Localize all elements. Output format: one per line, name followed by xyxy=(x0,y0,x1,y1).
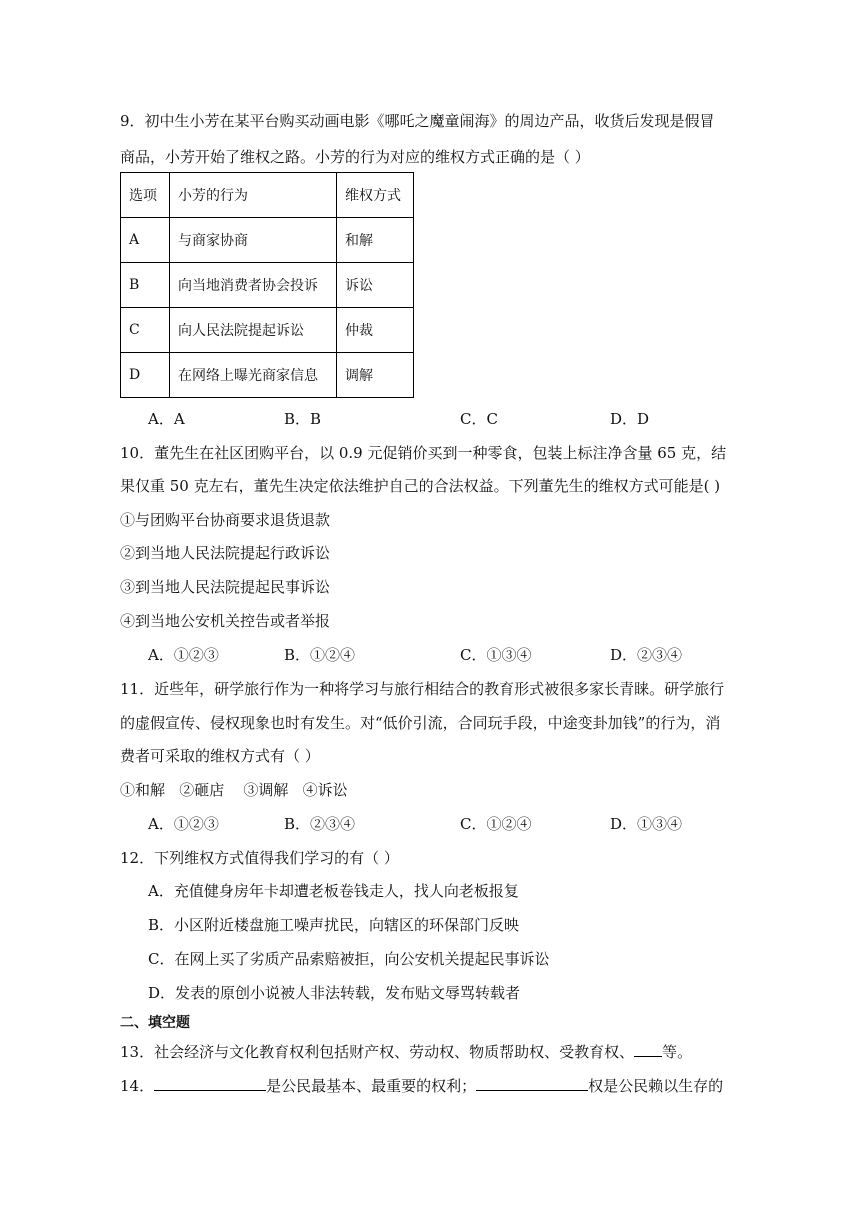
q11-line3: 费者可采取的维权方式有（ ） xyxy=(120,747,320,765)
q11-options xyxy=(148,814,682,834)
q14-number: 14． xyxy=(120,1077,155,1095)
q14-text-end: 权是公民赖以生存的 xyxy=(588,1077,724,1095)
q11-items: ①和解 ②砸店 ③调解 ④诉讼 xyxy=(120,781,348,799)
q14-line xyxy=(120,1075,723,1096)
q9-line1: 9．初中生小芳在某平台购买动画电影《哪吒之魔童闹海》的周边产品，收货后发现是假冒 xyxy=(120,112,715,130)
answer-blank[interactable] xyxy=(476,1075,588,1091)
q13-text: 13．社会经济与文化教育权利包括财产权、劳动权、物质帮助权、受教育权、 xyxy=(120,1043,635,1061)
q12-choice-b[interactable]: B．小区附近楼盘施工噪声扰民，向辖区的环保部门反映 xyxy=(148,916,520,934)
table-cell: D xyxy=(121,353,170,398)
q10-line1: 10．董先生在社区团购平台，以 0.9 元促销价买到一种零食，包装上标注净含量 65 克，结 xyxy=(120,444,727,462)
q10-item: ②到当地人民法院提起行政诉讼 xyxy=(120,544,331,562)
option-c[interactable]: C．C xyxy=(460,410,498,428)
option-b[interactable]: B．①②④ xyxy=(284,646,356,664)
option-b[interactable]: B．B xyxy=(284,410,322,428)
q11-line2: 的虚假宣传、侵权现象也时有发生。对“低价引流，合同玩手段，中途变卦加钱”的行为，消 xyxy=(120,714,721,732)
option-a[interactable]: A．①②③ xyxy=(148,815,219,833)
section-title: 二、填空题 xyxy=(120,1015,190,1031)
q12-choice-c[interactable]: C．在网上买了劣质产品索赔被拒，向公安机关提起民事诉讼 xyxy=(148,950,550,968)
table-header-row xyxy=(121,173,414,218)
answer-blank[interactable] xyxy=(634,1041,662,1057)
table-cell: 在网络上曝光商家信息 xyxy=(170,353,337,398)
table-cell: B xyxy=(121,263,170,308)
table-header-cell: 选项 xyxy=(121,173,170,218)
q14-text: 是公民最基本、最重要的权利； xyxy=(266,1077,477,1095)
table-header-cell: 维权方式 xyxy=(337,173,414,218)
table-row xyxy=(121,353,414,398)
q9-table xyxy=(120,172,414,398)
table-cell: 向当地消费者协会投诉 xyxy=(170,263,337,308)
option-d[interactable]: D．①③④ xyxy=(610,815,683,833)
answer-blank[interactable] xyxy=(154,1075,266,1091)
table-cell: A xyxy=(121,218,170,263)
q12-choice-d[interactable]: D．发表的原创小说被人非法转载，发布贴文辱骂转载者 xyxy=(148,984,521,1002)
q12-stem: 12．下列维权方式值得我们学习的有（ ） xyxy=(120,849,399,867)
q11-line1: 11．近些年，研学旅行作为一种将学习与旅行相结合的教育形式被很多家长青睐。研学旅行 xyxy=(120,680,725,698)
q10-item: ③到当地人民法院提起民事诉讼 xyxy=(120,578,331,596)
table-cell: C xyxy=(121,308,170,353)
table-row xyxy=(121,218,414,263)
option-c[interactable]: C．①③④ xyxy=(460,646,532,664)
q9-line2: 商品，小芳开始了维权之路。小芳的行为对应的维权方式正确的是（ ） xyxy=(120,148,590,166)
table-header-cell: 小芳的行为 xyxy=(170,173,337,218)
table-cell: 调解 xyxy=(337,353,414,398)
table-cell: 向人民法院提起诉讼 xyxy=(170,308,337,353)
q10-options xyxy=(148,645,682,665)
q10-item: ①与团购平台协商要求退货退款 xyxy=(120,511,331,529)
table-cell: 诉讼 xyxy=(337,263,414,308)
table-cell: 与商家协商 xyxy=(170,218,337,263)
option-a[interactable]: A．A xyxy=(148,410,185,428)
option-d[interactable]: D．②③④ xyxy=(610,646,683,664)
option-c[interactable]: C．①②④ xyxy=(460,815,532,833)
table-cell: 和解 xyxy=(337,218,414,263)
q10-line2: 果仅重 50 克左右，董先生决定依法维护自己的合法权益。下列董先生的维权方式可能是( ) xyxy=(120,477,721,495)
option-d[interactable]: D．D xyxy=(610,410,650,428)
q12-choice-a[interactable]: A．充值健身房年卡却遭老板卷钱走人，找人向老板报复 xyxy=(148,882,519,900)
option-a[interactable]: A．①②③ xyxy=(148,646,219,664)
table-row xyxy=(121,263,414,308)
q13-line xyxy=(120,1041,692,1062)
table-row xyxy=(121,308,414,353)
q9-options xyxy=(148,409,649,429)
table-cell: 仲裁 xyxy=(337,308,414,353)
option-b[interactable]: B．②③④ xyxy=(284,815,356,833)
q10-item: ④到当地公安机关控告或者举报 xyxy=(120,612,331,630)
q13-text-end: 等。 xyxy=(662,1043,693,1061)
